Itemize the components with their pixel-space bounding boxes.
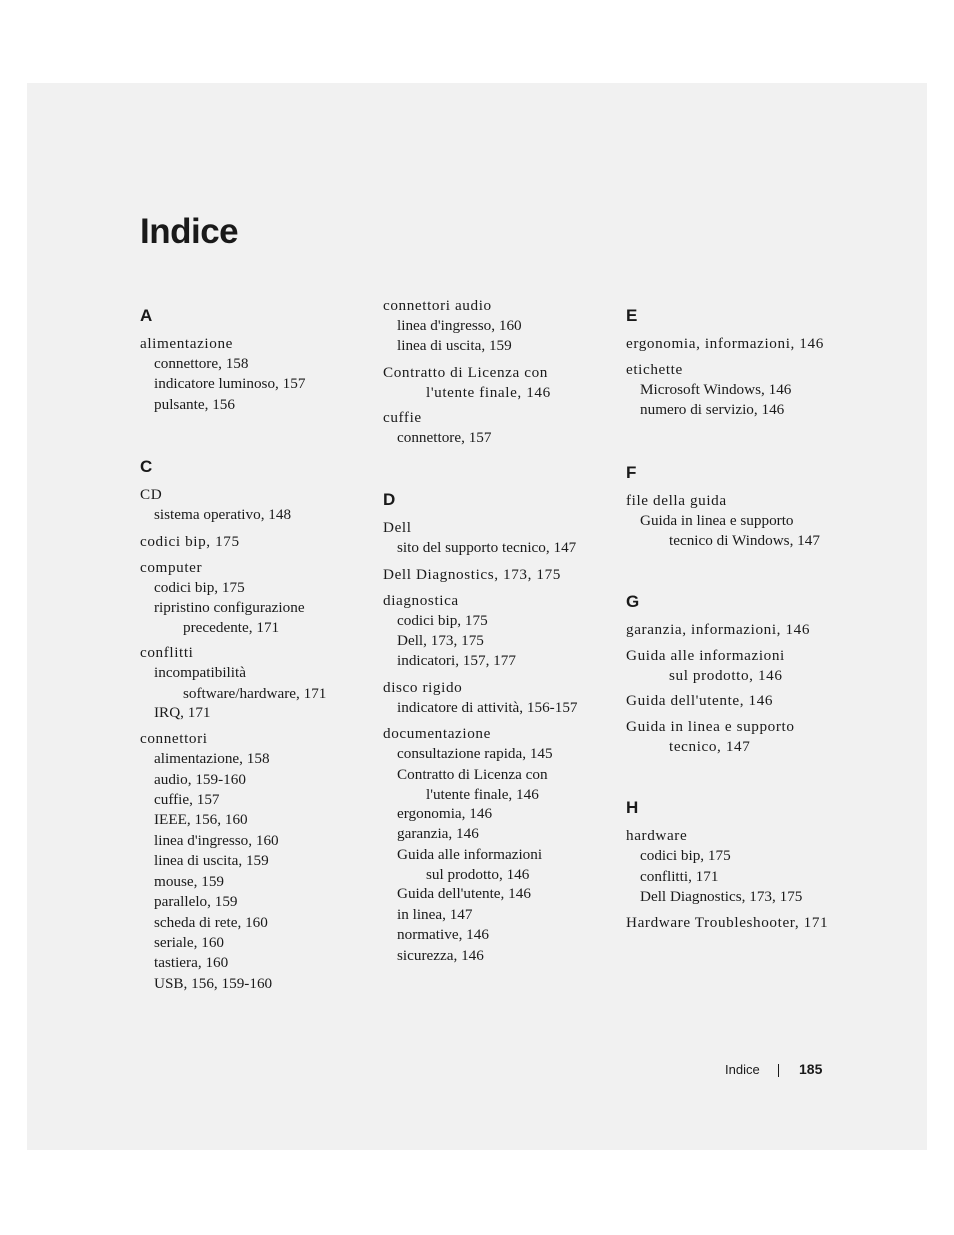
entry-term: codici bip, 175: [140, 532, 240, 550]
entry-subterm: pulsante, 156: [154, 395, 235, 413]
entry-term: CD: [140, 486, 163, 504]
entry-term: sul prodotto, 146: [669, 667, 783, 685]
entry-subterm: connettore, 158: [154, 355, 249, 372]
index-section: [140, 457, 375, 994]
index-entry: [383, 678, 618, 718]
section-letter: G: [626, 592, 640, 612]
index-entry: [626, 913, 861, 933]
entry-term: garanzia, informazioni, 146: [626, 621, 811, 639]
section-letter: A: [140, 306, 153, 325]
entry-subterm: tecnico di Windows, 147: [669, 532, 820, 550]
entry-subterm: normative, 146: [397, 926, 489, 944]
index-entry: [383, 408, 618, 448]
entry-subterm: conflitti, 171: [640, 867, 719, 885]
entry-term: Guida dell'utente, 146: [626, 692, 774, 710]
entry-subterm: audio, 159-160: [154, 770, 246, 788]
entry-term: Guida alle informazioni: [626, 647, 785, 665]
index-entry: [383, 724, 618, 966]
index-entry: [626, 691, 861, 711]
entry-subterm: IEEE, 156, 160: [154, 811, 248, 829]
entry-term: Contratto di Licenza con: [383, 363, 548, 381]
entry-term: alimentazione: [140, 335, 233, 352]
entry-term: computer: [140, 558, 203, 576]
entry-subterm: linea d'ingresso, 160: [397, 317, 522, 334]
entry-subterm: Guida in linea e supporto: [640, 511, 794, 529]
index-entry: [626, 620, 861, 640]
entry-subterm: linea di uscita, 159: [154, 852, 269, 870]
entry-term: connettori: [140, 730, 208, 748]
entry-term: file della guida: [626, 491, 727, 509]
index-entry: [140, 729, 375, 994]
entry-subterm: sul prodotto, 146: [426, 866, 530, 884]
entry-subterm: l'utente finale, 146: [426, 786, 539, 804]
index-entry: [383, 591, 618, 672]
entry-subterm: parallelo, 159: [154, 893, 238, 911]
entry-subterm: cuffie, 157: [154, 791, 220, 809]
index-entry: [140, 334, 375, 415]
index-entry: [140, 643, 375, 723]
index-entry: [626, 491, 861, 550]
index-entry: [383, 518, 618, 558]
entry-subterm: indicatore luminoso, 157: [154, 375, 306, 393]
entry-term: documentazione: [383, 725, 491, 743]
index-entry: [626, 360, 861, 421]
entry-subterm: indicatori, 157, 177: [397, 652, 516, 670]
index-entry: [626, 826, 861, 907]
index-entry: [140, 532, 375, 552]
entry-term: Hardware Troubleshooter, 171: [626, 914, 829, 932]
entry-subterm: Guida dell'utente, 146: [397, 885, 531, 903]
entry-subterm: sicurezza, 146: [397, 946, 484, 964]
entry-subterm: scheda di rete, 160: [154, 913, 268, 931]
page-title: Indice: [140, 212, 239, 251]
footer-separator: [778, 1064, 779, 1077]
entry-term: diagnostica: [383, 591, 459, 609]
entry-subterm: codici bip, 175: [397, 611, 488, 629]
entry-subterm: linea di uscita, 159: [397, 337, 512, 355]
entry-subterm: numero di servizio, 146: [640, 401, 785, 419]
entry-subterm: seriale, 160: [154, 933, 225, 951]
section-letter: F: [626, 462, 637, 482]
entry-term: tecnico, 147: [669, 738, 751, 756]
entry-subterm: sito del supporto tecnico, 147: [397, 539, 577, 557]
index-entry: [626, 646, 861, 685]
entry-subterm: precedente, 171: [183, 619, 280, 637]
entry-term: ergonomia, informazioni, 146: [626, 335, 824, 352]
entry-subterm: in linea, 147: [397, 905, 473, 923]
entry-term: Guida in linea e supporto: [626, 718, 795, 736]
entry-term: connettori audio: [383, 297, 492, 314]
entry-subterm: linea d'ingresso, 160: [154, 831, 279, 849]
section-letter: E: [626, 306, 638, 325]
index-entry: [140, 485, 375, 525]
index-section: [626, 463, 861, 550]
footer-section-label: Indice: [725, 1062, 760, 1077]
entry-subterm: tastiera, 160: [154, 954, 229, 972]
index-entry: [383, 363, 618, 402]
index-entry: [626, 334, 861, 354]
entry-subterm: codici bip, 175: [154, 578, 245, 596]
section-letter: H: [626, 798, 639, 818]
entry-term: cuffie: [383, 408, 422, 426]
entry-term: Dell Diagnostics, 173, 175: [383, 565, 562, 583]
entry-subterm: incompatibilità: [154, 664, 246, 682]
index-section: [626, 592, 861, 756]
entry-term: etichette: [626, 361, 683, 378]
entry-subterm: sistema operativo, 148: [154, 506, 292, 524]
index-column-3: [626, 296, 861, 939]
entry-subterm: codici bip, 175: [640, 847, 731, 865]
index-entry: [626, 717, 861, 756]
entry-term: conflitti: [140, 644, 194, 662]
entry-subterm: alimentazione, 158: [154, 750, 270, 768]
entry-subterm: ripristino configurazione: [154, 599, 305, 617]
index-entry: [383, 565, 618, 585]
entry-subterm: consultazione rapida, 145: [397, 745, 553, 763]
entry-term: hardware: [626, 827, 688, 845]
entry-term: disco rigido: [383, 678, 463, 696]
entry-subterm: Dell Diagnostics, 173, 175: [640, 888, 803, 906]
entry-term: Dell: [383, 519, 412, 537]
entry-subterm: USB, 156, 159-160: [154, 974, 273, 992]
index-section: [626, 306, 861, 421]
entry-subterm: ergonomia, 146: [397, 805, 493, 823]
entry-subterm: Microsoft Windows, 146: [640, 381, 792, 398]
index-section: [383, 490, 618, 966]
section-letter: D: [383, 490, 396, 510]
index-entry: [383, 296, 618, 357]
entry-subterm: Guida alle informazioni: [397, 845, 543, 863]
entry-subterm: IRQ, 171: [154, 703, 211, 721]
section-letter: C: [140, 457, 153, 477]
index-section: [626, 798, 861, 933]
page-number: 185: [799, 1061, 823, 1077]
index-column-1: [140, 296, 375, 1000]
entry-subterm: software/hardware, 171: [183, 684, 327, 702]
entry-subterm: Contratto di Licenza con: [397, 765, 548, 783]
index-section: [140, 306, 375, 415]
index-entry: [140, 558, 375, 638]
entry-subterm: mouse, 159: [154, 872, 225, 890]
entry-subterm: indicatore di attività, 156-157: [397, 698, 578, 716]
entry-term: l'utente finale, 146: [426, 383, 551, 401]
index-column-2: [383, 296, 618, 972]
entry-subterm: connettore, 157: [397, 428, 492, 446]
index-section: [383, 296, 618, 448]
entry-subterm: garanzia, 146: [397, 825, 479, 843]
entry-subterm: Dell, 173, 175: [397, 632, 484, 650]
